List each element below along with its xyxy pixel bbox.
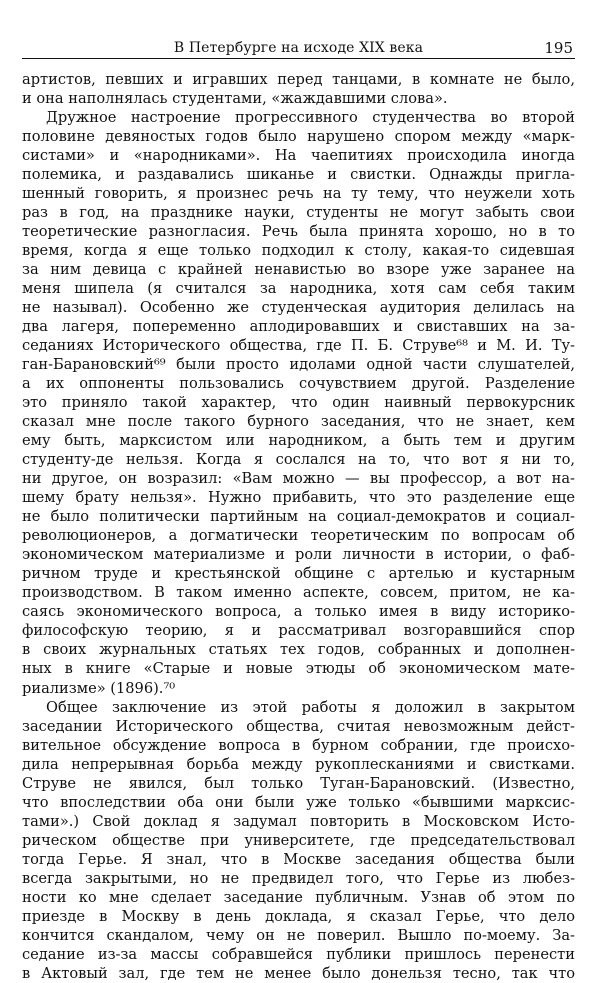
text-line: артистов, певших и игравших перед танцами, в комнате не было, [22,71,575,88]
text-line: ему быть, марксистом или народником, а быть тем и другим [22,432,575,450]
body-text [22,70,575,983]
text-line: тогда Герье. Я знал, что в Москве заседания общества были [22,850,575,868]
text-line: ган-Барановский⁶⁹ были просто идолами одной части слушателей, [22,356,575,374]
text-line: саясь экономического вопроса, а только имея в виду историко- [22,603,575,621]
text-line: всегда закрытыми, но не предвидел того, что Герье из любез- [22,869,575,887]
text-line: и она наполнялась студентами, «жаждавшими слова». [22,90,448,108]
running-title: В Петербурге на исходе XIX века [173,40,424,56]
text-line: производством. В таком именно аспекте, совсем, притом, не ка- [22,584,575,602]
text-line: теоретические разногласия. Речь была принята хорошо, но в то [22,223,575,241]
text-line: ричном труде и крестьянской общине с артелью и кустарным [22,565,575,583]
text-line: за ним девица с крайней ненавистью во взоре уже заранее на [22,261,575,279]
text-line: а их оппоненты пользовались сочувствием другой. Разделение [22,375,575,393]
running-header [22,36,575,59]
text-line: приезде в Москву в день доклада, я сказал Герье, что дело [22,907,575,925]
text-line: студенту-де нельзя. Когда я сослался на то, что вот я ни то, [22,451,575,469]
text-line: в своих журнальных статьях тех годов, собранных и дополнен- [22,641,575,659]
text-line: ности ко мне сделает заседание публичным. Узнав об этом по [22,888,575,906]
text-line: в Актовый зал, где тем не менее было донельзя тесно, так что [22,964,575,982]
text-line: два лагеря, попеременно аплодировавших и свиставших на за- [22,318,575,336]
text-line: Дружное настроение прогрессивного студенчества во второй [46,109,575,127]
text-line: меня шипела (я считался за народника, хотя сам себя таким [22,280,575,298]
text-line: полемика, и раздавались шиканье и свистки. Однажды пригла- [22,166,575,184]
text-line: половине девяностых годов было нарушено спором между «марк- [22,128,575,146]
text-line: шенный говорить, я произнес речь на ту тему, что неужели хоть [22,185,575,203]
text-line: вительное обсуждение вопроса в бурном собрании, где происхо- [22,736,575,754]
text-line: философскую теорию, я и рассматривал возгоравшийся спор [22,622,575,640]
text-line: заседании Исторического общества, считая невозможным дейст- [22,717,575,735]
text-line: время, когда я еще только подходил к столу, какая-то сидевшая [22,242,575,260]
text-line: дила непрерывная борьба между рукоплесканиями и свистками. [22,755,575,773]
text-line: ных в книге «Старые и новые этюды об экономическом мате- [22,660,575,678]
text-line: экономическом материализме и роли личности в истории, о фаб- [22,546,575,564]
text-line: кончится скандалом, чему он не поверил. Вышло по-моему. За- [22,926,575,944]
text-line: риализме» (1896).⁷⁰ [22,679,176,697]
text-line: революционеров, а догматически теоретическим по вопросам об [22,527,575,545]
text-line: седание из-за массы собравшейся публики пришлось перенести [22,945,575,963]
text-line: систами» и «народниками». На чаепитиях происходила иногда [22,147,575,165]
text-line: раз в год, на празднике науки, студенты не могут забыть свои [22,204,575,222]
text-line: Струве не явился, был только Туган-Барановский. (Известно, [22,774,575,792]
text-line: тами».) Свой доклад я задумал повторить в Московском Исто- [22,812,575,830]
text-line: сказал мне после такого бурного заседания, что не знает, кем [22,413,575,431]
text-line: седаниях Исторического общества, где П. Б. Струве⁶⁸ и М. И. Ту- [22,337,575,355]
page-number: 195 [544,39,573,57]
text-line: Общее заключение из этой работы я доложил в закрытом [46,698,575,716]
text-line: не было политически партийным на социал-демократов и социал- [22,508,575,526]
text-line: это приняло такой характер, что один наивный первокурсник [22,394,575,412]
text-line: не называл). Особенно же студенческая аудитория делилась на [22,299,575,317]
text-line: что впоследствии оба они были уже только «бывшими марксис- [22,793,575,811]
text-line: ни другое, он возразил: «Вам можно — вы профессор, а вот на- [22,470,575,488]
text-line: рическом обществе при университете, где председательствовал [22,831,575,849]
text-line: шему брату нельзя». Нужно прибавить, что это разделение еще [22,489,575,507]
